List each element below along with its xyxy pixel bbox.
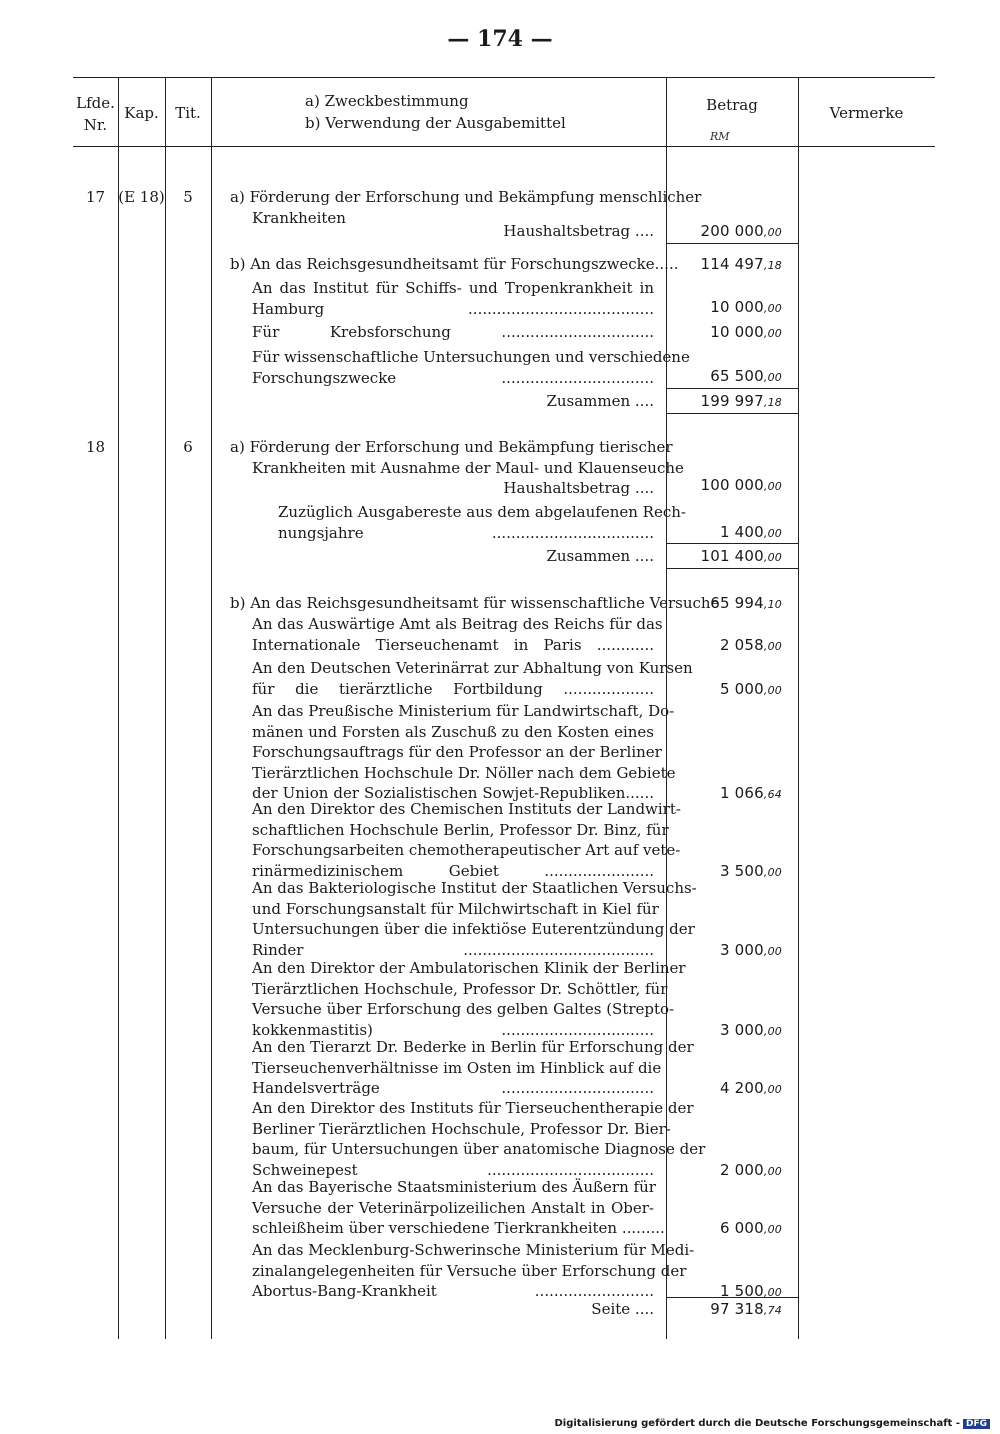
entry18-b-item-amount-cents: ,00 — [763, 865, 782, 879]
col-divider-1 — [118, 77, 119, 1339]
entry18-b-item-amount — [672, 1219, 782, 1237]
entry18-b-item-line: zinalangelegenheiten für Versuche über Erforschung der — [252, 1261, 687, 1280]
entry18-b-item-amount-value: 3 000 — [719, 1020, 764, 1039]
entry18-b-item — [230, 1177, 665, 1239]
page-number: — 174 — — [447, 26, 553, 52]
table-top-rule — [73, 77, 935, 78]
col-divider-2 — [165, 77, 166, 1339]
entry18-b-item — [230, 799, 681, 881]
entry18-b-item-amount-value: 1 500 — [719, 1282, 764, 1300]
entry18-b-item-line: Forschungsarbeiten chemotherapeutischer Art auf vete- — [252, 841, 681, 859]
entry18-b-item-amount — [672, 594, 782, 612]
seite-rule — [666, 1297, 798, 1298]
entry17-b2-amount-value: 10 000 — [710, 298, 764, 316]
entry18-a-amount-value: 100 000 — [700, 476, 764, 494]
entry17-b-rule — [666, 388, 798, 389]
entry18-a-haushalt-label: Haushaltsbetrag .... — [503, 479, 654, 497]
entry18-b-item-line: Tierärztlichen Hochschule, Professor Dr. Schöttler, für — [252, 979, 668, 998]
entry18-b-item-amount — [672, 636, 782, 654]
entry18-a-zus-line1: Zuzüglich Ausgabereste aus dem abgelaufenen Rech- — [278, 503, 686, 521]
entry18-b-item-amount-cents: ,10 — [763, 598, 782, 611]
header-tit: Tit. — [175, 104, 201, 122]
entry18-b-item-amount-value: 3 500 — [719, 861, 764, 880]
entry18-b-item — [230, 958, 686, 1040]
entry17-b3-amount-cents: ,00 — [763, 327, 782, 340]
entry17-sum-rule — [666, 413, 798, 414]
entry17-sum-label: Zusammen .... — [546, 392, 654, 410]
entry18-a-line1: a) Förderung der Erforschung und Bekämpfung tierischer — [230, 438, 673, 456]
seite-row — [230, 1299, 654, 1320]
entry18-b-item-line: Handelsverträge ................................ — [252, 1079, 654, 1097]
entry18-a-zus — [230, 502, 686, 543]
entry18-b-item-amount — [672, 1021, 782, 1039]
entry18-b-item-line: baum, für Untersuchungen über anatomische Diagnose der — [252, 1140, 706, 1158]
entry18-a-amount-cents: ,00 — [763, 480, 782, 493]
entry18-b-item-amount-cents: ,00 — [763, 1164, 782, 1178]
entry18-b-item-line: Berliner Tierärztlichen Hochschule, Professor Dr. Bier- — [252, 1119, 671, 1138]
entry18-b-item-amount-value: 1 066 — [719, 784, 764, 802]
entry18-b-item-line: schaftlichen Hochschule Berlin, Professor Dr. Binz, für — [252, 820, 669, 839]
entry18-b-item-amount-value: 2 058 — [719, 635, 764, 654]
entry17-b4-line1: Für wissenschaftliche Untersuchungen und verschiedene — [252, 348, 690, 366]
entry17-b3-line: Für Krebsforschung ................................ — [252, 323, 654, 341]
entry18-a-sum — [230, 546, 654, 567]
entry18-tit: 6 — [183, 438, 193, 456]
entry18-a-sum-amount-value: 101 400 — [700, 547, 764, 565]
entry17-a-amount — [672, 222, 782, 240]
entry18-b-item-line: Untersuchungen über die infektiöse Euterentzündung der — [252, 920, 695, 938]
entry17-b2-line2: Hamburg ....................................... — [252, 299, 654, 318]
entry18-b-item-line: An das Preußische Ministerium für Landwirtschaft, Do- — [252, 702, 675, 720]
entry17-kap: (E 18) — [118, 188, 165, 206]
entry18-b-item-line: Abortus-Bang-Krankheit ......................... — [252, 1282, 654, 1300]
entry18-b-item-amount-cents: ,00 — [763, 683, 782, 697]
entry18-b-item-line: Versuche der Veterinärpolizeilichen Anstalt in Ober- — [252, 1198, 654, 1217]
entry18-b-item-amount-value: 5 000 — [719, 679, 764, 698]
entry18-b-item-amount-value: 6 000 — [719, 1219, 764, 1237]
entry17-sum — [230, 391, 654, 412]
entry17-lfd: 17 — [85, 188, 106, 206]
seite-amount — [672, 1300, 782, 1318]
entry18-b-item-line: An den Direktor des Chemischen Instituts der Landwirt- — [252, 800, 681, 818]
entry18-b-item-line: An das Bayerische Staatsministerium des Äußern für — [252, 1178, 656, 1196]
col-divider-3 — [211, 77, 212, 1339]
header-bottom-rule — [73, 146, 935, 147]
header-lfd-line2: Nr. — [83, 116, 108, 134]
entry17-b3-amount — [672, 323, 782, 341]
entry18-b-item-line: Schweinepest ................................... — [252, 1160, 654, 1179]
entry18-b-item-amount — [672, 941, 782, 959]
seite-amount-value: 97 318 — [710, 1300, 764, 1318]
entry18-b-item-line: An das Bakteriologische Institut der Staatlichen Versuchs- — [252, 879, 697, 897]
header-zweck-b: b) Verwendung der Ausgabemittel — [305, 114, 566, 132]
footer-text: Digitalisierung gefördert durch die Deutsche Forschungsgemeinschaft - — [554, 1418, 960, 1429]
entry17-b1-amount — [672, 255, 782, 273]
entry17-b2 — [230, 278, 654, 319]
entry17-b4-amount — [672, 367, 782, 385]
entry17-tit: 5 — [183, 188, 193, 206]
header-kap: Kap. — [124, 104, 159, 122]
header-betrag: Betrag — [706, 96, 758, 114]
entry18-b-item-amount-value: 3 000 — [719, 940, 764, 959]
entry18-b-item-line: b) An das Reichsgesundheitsamt für wissenschaftliche Versuche — [230, 594, 720, 612]
entry17-b4 — [230, 347, 690, 388]
entry18-b-item-line: Versuche über Erforschung des gelben Galtes (Strepto- — [252, 1000, 675, 1018]
entry18-b-item — [230, 1037, 694, 1099]
entry18-b-item-amount-value: 65 994 — [710, 594, 764, 612]
header-betrag-unit: RM — [710, 130, 730, 143]
entry17-sum-amount-value: 199 997 — [700, 392, 764, 410]
entry18-b-item-amount-cents: ,00 — [763, 639, 782, 653]
entry17-a-amount-cents: ,00 — [763, 226, 782, 239]
entry18-lfd: 18 — [85, 438, 106, 456]
entry18-a-zus-amount-cents: ,00 — [763, 527, 782, 540]
entry17-b3-amount-value: 10 000 — [710, 323, 764, 341]
entry18-a-sum-label: Zusammen .... — [546, 547, 654, 565]
entry18-b-item — [230, 1240, 695, 1302]
entry18-b-item-amount — [672, 1161, 782, 1179]
entry17-b1 — [230, 254, 679, 275]
entry18-b-item-line: kokkenmastitis) ................................ — [252, 1020, 654, 1039]
entry18-a-zus-line2: nungsjahre .................................. — [278, 523, 654, 542]
entry17-b4-amount-value: 65 500 — [710, 367, 764, 385]
entry18-b-item-amount-cents: ,00 — [763, 1286, 782, 1299]
entry18-a-sum-amount — [672, 547, 782, 565]
header-zweck-a: a) Zweckbestimmung — [305, 92, 469, 110]
entry17-a-amount-value: 200 000 — [700, 222, 764, 240]
entry17-a-haushalt-label: Haushaltsbetrag .... — [503, 222, 654, 240]
entry18-b-item-line: schleißheim über verschiedene Tierkrankheiten ......... — [252, 1219, 665, 1237]
entry17-b1-amount-cents: ,18 — [763, 259, 782, 272]
entry17-b1-line: b) An das Reichsgesundheitsamt für Forschungszwecke..... — [230, 255, 679, 273]
entry17-b1-amount-value: 114 497 — [700, 255, 764, 273]
entry17-b4-line2: Forschungszwecke ................................ — [252, 368, 654, 387]
entry17-b2-line1: An das Institut für Schiffs- und Tropenkrankheit in — [252, 279, 654, 297]
entry18-b-item-line: Tierärztlichen Hochschule Dr. Nöller nach dem Gebiete — [252, 763, 676, 782]
entry17-sum-amount — [672, 392, 782, 410]
entry17-a-haushalt — [230, 221, 654, 242]
entry18-b-item-line: An den Direktor des Instituts für Tierseuchentherapie der — [252, 1099, 694, 1117]
entry18-a-sum-amount-cents: ,00 — [763, 551, 782, 564]
entry18-b-item-amount-cents: ,64 — [763, 788, 782, 801]
entry18-a-sum-rule — [666, 568, 798, 569]
entry18-b-item-line: An den Direktor der Ambulatorischen Klinik der Berliner — [252, 959, 686, 977]
entry18-b-item — [230, 614, 663, 655]
entry17-a-rule — [666, 243, 798, 244]
entry18-b-item — [230, 1098, 706, 1180]
entry17-b2-amount — [672, 298, 782, 316]
entry18-a-zus-amount — [672, 523, 782, 541]
entry18-b-item-amount — [672, 862, 782, 880]
entry18-b-item-line: für die tierärztliche Fortbildung ................... — [252, 679, 654, 698]
entry18-b-item-line: rinärmedizinischem Gebiet ....................... — [252, 861, 654, 880]
entry18-a-rule — [666, 543, 798, 544]
entry18-a-text — [230, 437, 684, 499]
entry18-b-item-amount-value: 2 000 — [719, 1160, 764, 1179]
entry17-b4-amount-cents: ,00 — [763, 371, 782, 384]
entry18-b-item — [230, 878, 697, 960]
entry17-sum-amount-cents: ,18 — [763, 396, 782, 409]
entry18-b-item-line: Tierseuchenverhältnisse im Osten im Hinblick auf die — [252, 1058, 662, 1077]
entry18-b-item-line: und Forschungsanstalt für Milchwirtschaft in Kiel für — [252, 899, 659, 918]
entry18-b-item-amount-cents: ,00 — [763, 1024, 782, 1038]
seite-label: Seite .... — [591, 1300, 654, 1318]
entry18-a-line2: Krankheiten mit Ausnahme der Maul- und Klauenseuche — [252, 458, 684, 477]
entry18-b-item-line: An das Auswärtige Amt als Beitrag des Reichs für das — [252, 615, 663, 633]
entry18-b-item-line: An den Deutschen Veterinärrat zur Abhaltung von Kursen — [252, 659, 693, 677]
entry18-a-zus-amount-value: 1 400 — [719, 523, 764, 541]
entry18-b-item-line: Rinder ........................................ — [252, 940, 654, 959]
entry17-b2-amount-cents: ,00 — [763, 302, 782, 315]
entry18-b-item-amount — [672, 680, 782, 698]
entry18-b-item-line: An das Mecklenburg-Schwerinsche Ministerium für Medi- — [252, 1241, 695, 1259]
entry18-b-item-amount-value: 4 200 — [719, 1079, 764, 1097]
header-lfd — [73, 92, 118, 136]
entry18-b-item-line: Forschungsauftrags für den Professor an der Berliner — [252, 743, 662, 761]
entry17-b3 — [230, 322, 654, 343]
header-lfd-line1: Lfde. — [76, 94, 115, 112]
entry18-b-item — [230, 701, 676, 804]
entry17-a-line1: a) Förderung der Erforschung und Bekämpfung menschlicher — [230, 188, 702, 206]
header-vermerke: Vermerke — [829, 104, 904, 122]
entry18-b-item-amount — [672, 1079, 782, 1097]
entry18-b-item-line: Internationale Tierseuchenamt in Paris ............ — [252, 635, 654, 654]
col-divider-5 — [798, 77, 799, 1339]
entry18-b-item-line: An den Tierarzt Dr. Bederke in Berlin für Erforschung der — [252, 1038, 694, 1056]
entry17-a-line2: Krankheiten — [252, 208, 346, 227]
entry18-b-item-amount-cents: ,00 — [763, 1223, 782, 1236]
entry18-b-item-amount-cents: ,00 — [763, 1083, 782, 1096]
footer-credit — [554, 1418, 990, 1429]
entry18-b-item-line: mänen und Forsten als Zuschuß zu den Kosten eines — [252, 722, 654, 741]
entry18-a-amount — [672, 476, 782, 494]
entry18-b-item — [230, 658, 693, 699]
entry18-b-item-amount-cents: ,00 — [763, 944, 782, 958]
dfg-logo: DFG — [963, 1419, 990, 1429]
entry18-b-item-amount — [672, 784, 782, 802]
seite-amount-cents: ,74 — [763, 1304, 782, 1317]
entry18-b-item-line: der Union der Sozialistischen Sowjet-Republiken...... — [252, 784, 654, 802]
entry18-b-item — [230, 593, 720, 614]
